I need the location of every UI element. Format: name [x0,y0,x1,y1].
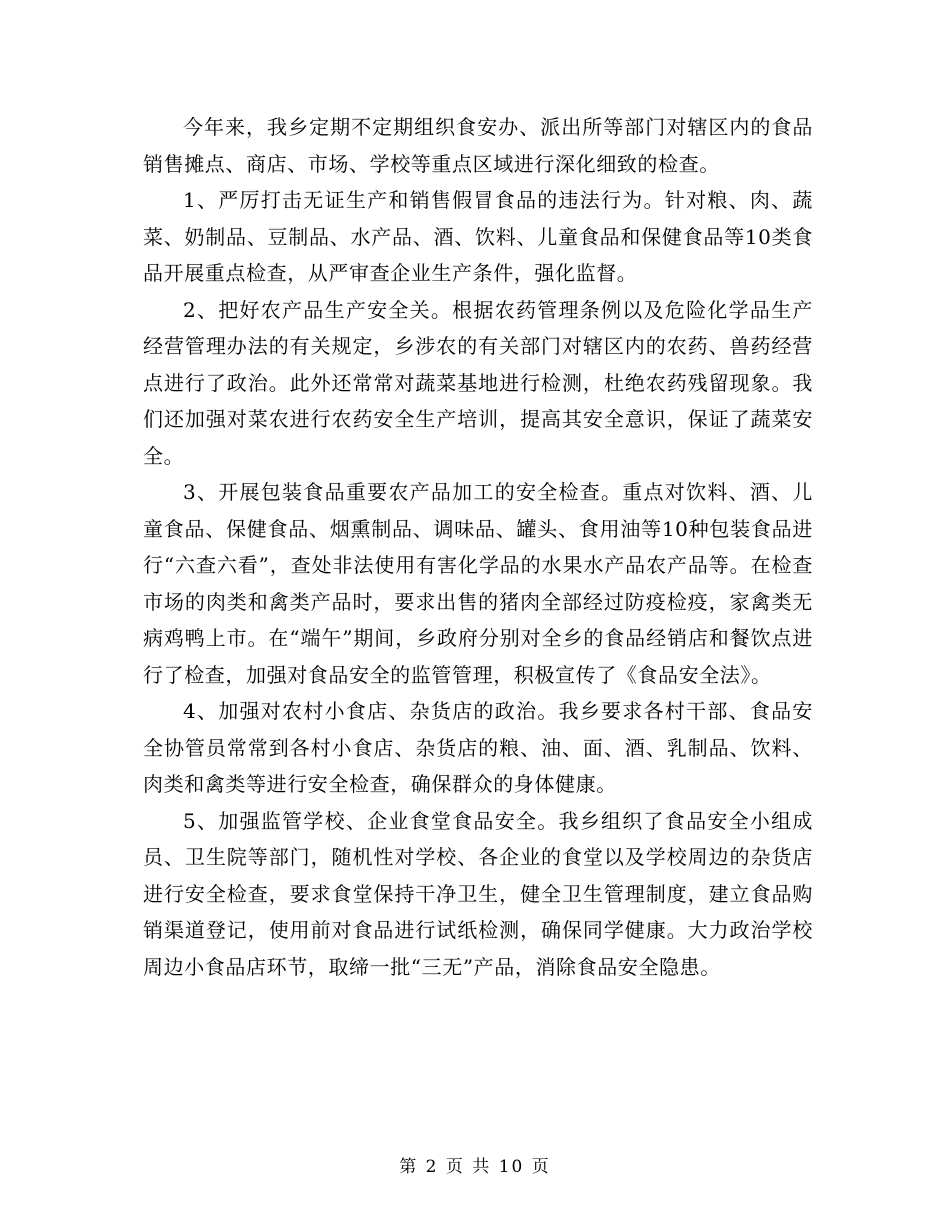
paragraph-item-2: 2、把好农产品生产安全关。根据农药管理条例以及危险化学品生产经营管理办法的有关规定，乡涉农的有关部门对辖区内的农药、兽药经营点进行了政治。此外还常常对蔬菜基地进行检测，杜绝农药残留现象。我们还加强对菜农进行农药安全生产培训，提高其安全意识，保证了蔬菜安全。 [143,297,813,468]
paragraph-item-4: 4、加强对农村小食店、杂货店的政治。我乡要求各村干部、食品安全协管员常常到各村小食店、杂货店的粮、油、面、酒、乳制品、饮料、肉类和禽类等进行安全检查，确保群众的身体健康。 [143,699,813,796]
paragraph-item-3: 3、开展包装食品重要农产品加工的安全检查。重点对饮料、酒、儿童食品、保健食品、烟熏制品、调味品、罐头、食用油等10种包装食品进行“六查六看”，查处非法使用有害化学品的水果水产品农产品等。在检查市场的肉类和禽类产品时，要求出售的猪肉全部经过防疫检疫，家禽类无病鸡鸭上市。在“端午”期间，乡政府分别对全乡的食品经销店和餐饮点进行了检查，加强对食品安全的监管管理，积极宣传了《食品安全法》。 [143,480,813,687]
paragraph-item-1: 1、严厉打击无证生产和销售假冒食品的违法行为。针对粮、肉、蔬菜、奶制品、豆制品、水产品、酒、饮料、儿童食品和保健食品等10类食品开展重点检查，从严审查企业生产条件，强化监督。 [143,188,813,285]
paragraph-intro: 今年来，我乡定期不定期组织食安办、派出所等部门对辖区内的食品销售摊点、商店、市场、学校等重点区域进行深化细致的检查。 [143,115,813,176]
paragraph-item-5: 5、加强监管学校、企业食堂食品安全。我乡组织了食品安全小组成员、卫生院等部门，随机性对学校、各企业的食堂以及学校周边的杂货店进行安全检查，要求食堂保持干净卫生，健全卫生管理制度，建立食品购销渠道登记，使用前对食品进行试纸检测，确保同学健康。大力政治学校周边小食品店环节，取缔一批“三无”产品，消除食品安全隐患。 [143,808,813,979]
page-number-footer: 第 2 页 共 10 页 [399,1157,551,1177]
document-body [143,109,813,985]
